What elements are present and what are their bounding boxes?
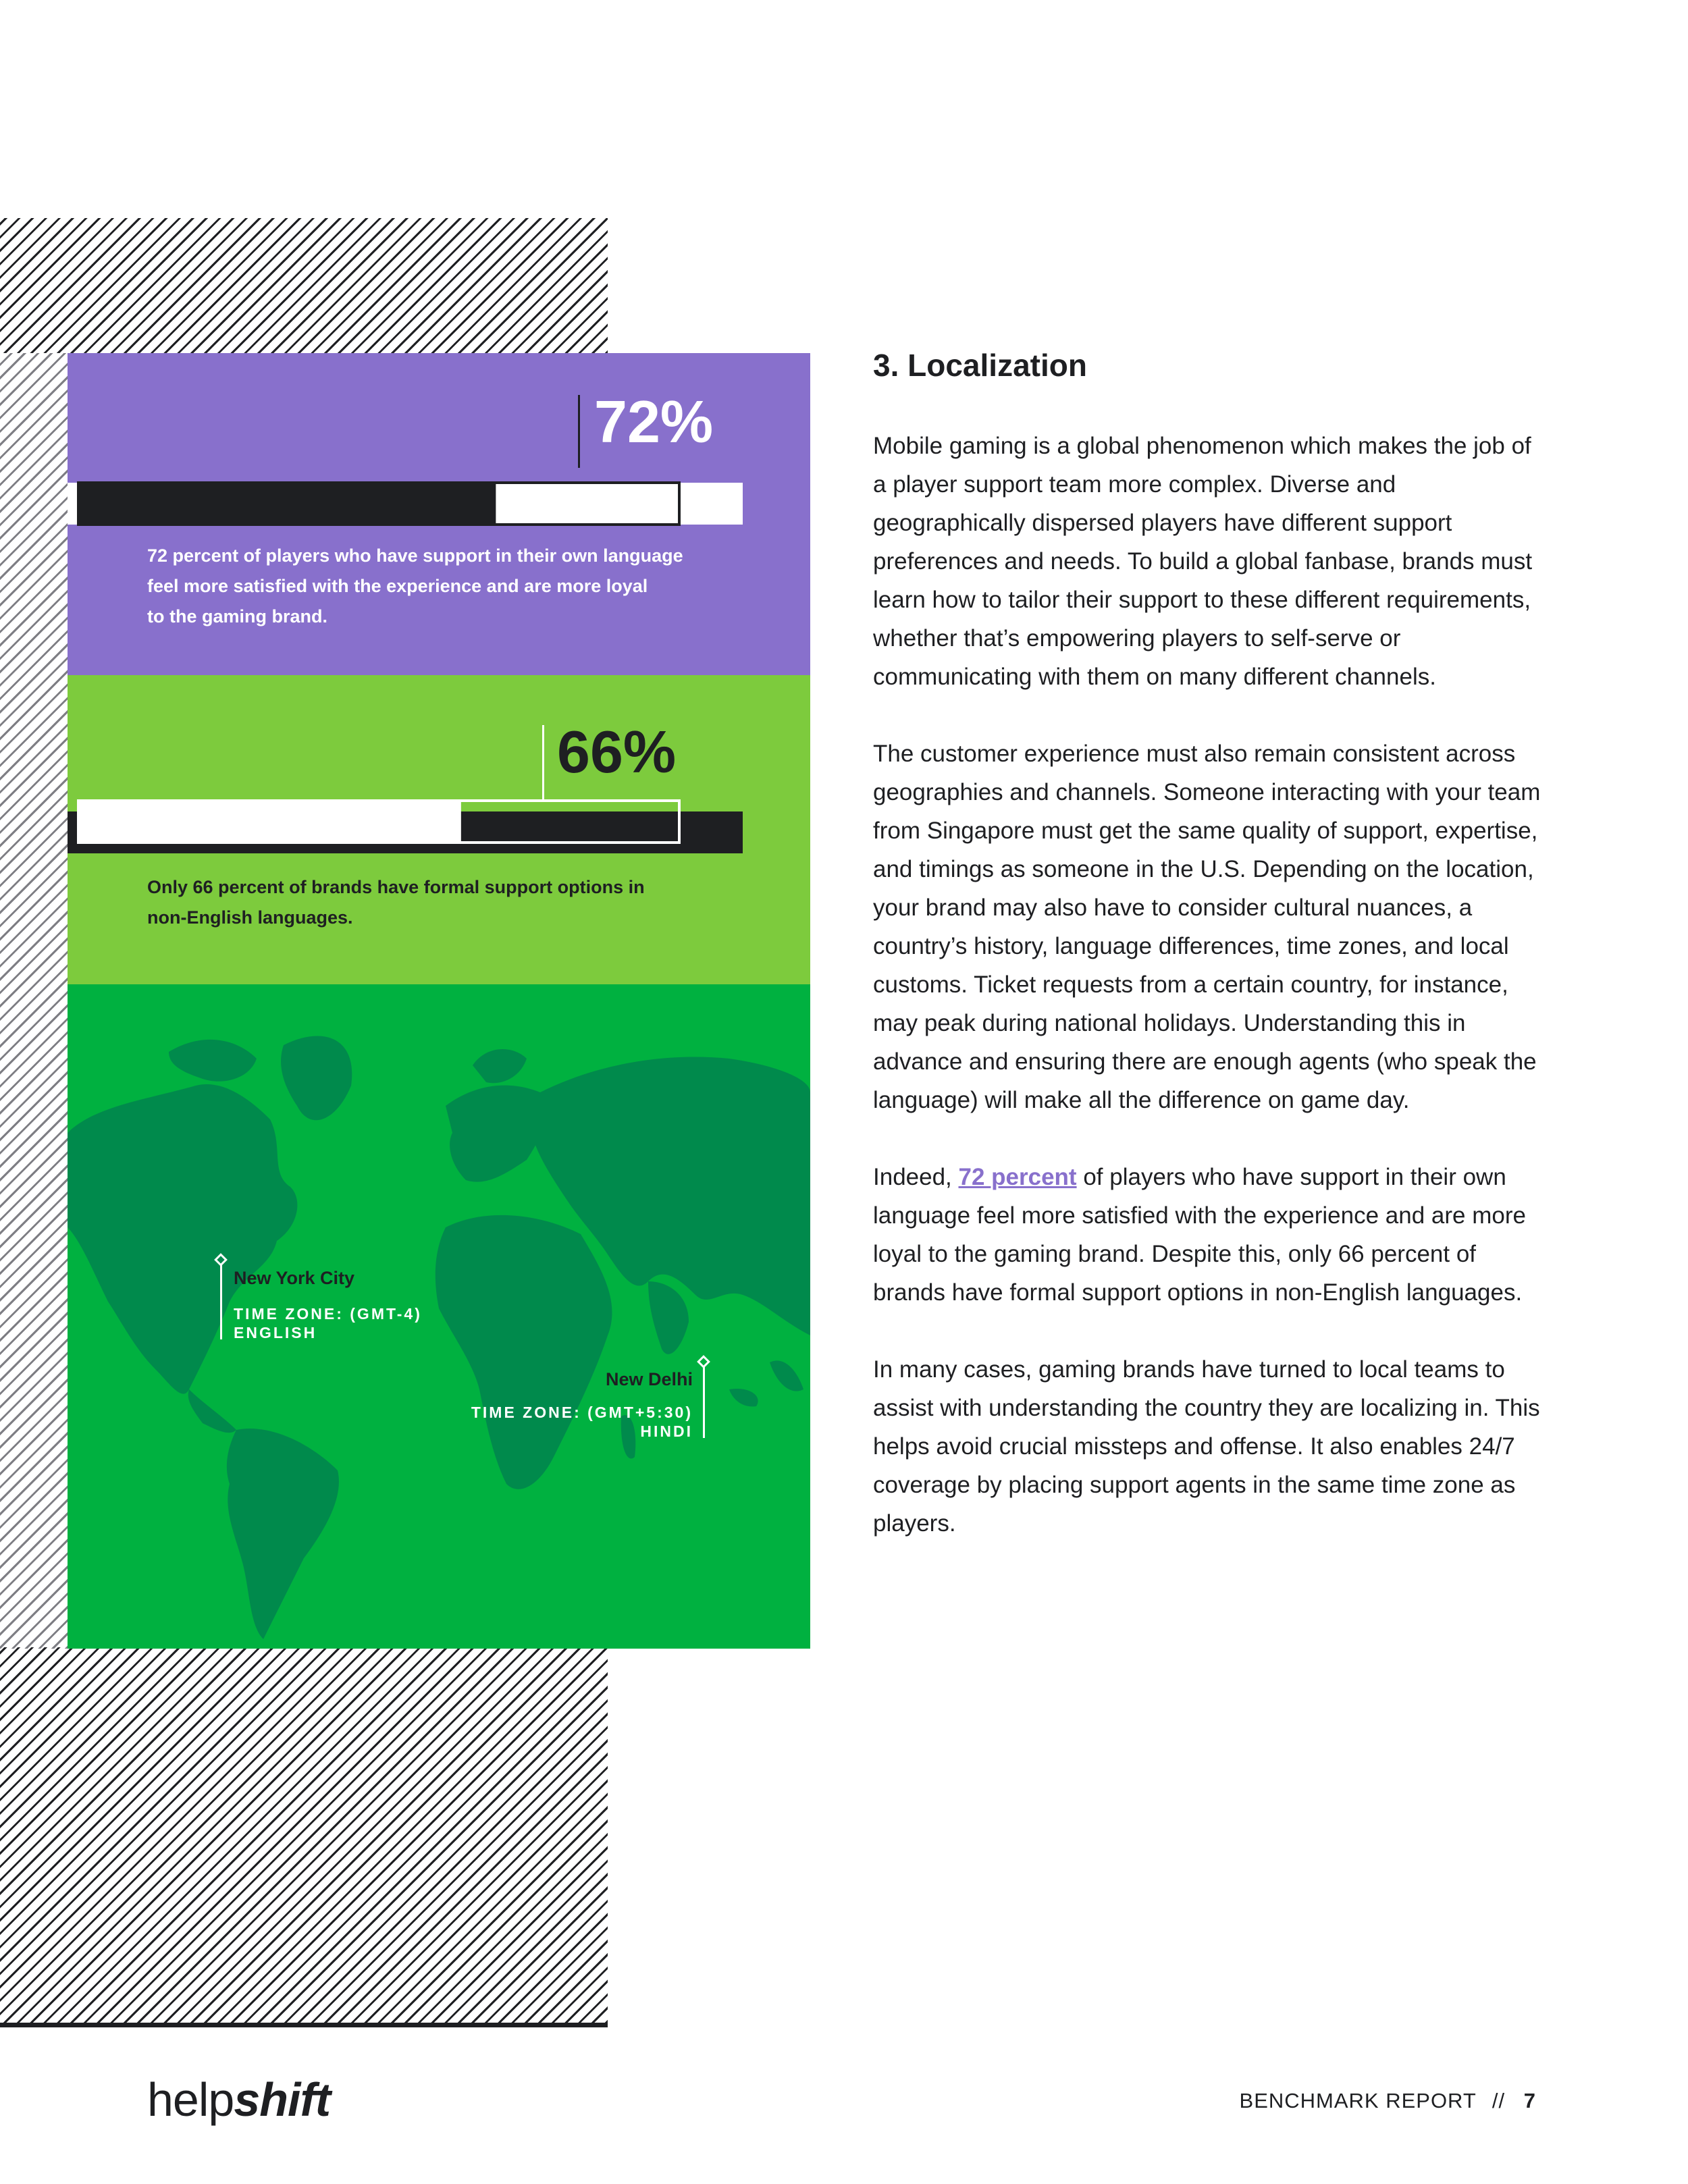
stat-panel-66 <box>68 675 810 984</box>
city-meta-new-delhi: TIME ZONE: (GMT+5:30) HINDI <box>471 1404 693 1440</box>
world-map-panel <box>68 984 810 1649</box>
progress-bar-66 <box>68 797 810 857</box>
helpshift-logo: helpshift <box>147 2073 331 2126</box>
hatch-pattern-top <box>0 218 608 353</box>
bar-fill-66 <box>78 801 461 843</box>
stat-marker-66 <box>542 725 544 799</box>
city-name-new-delhi: New Delhi <box>605 1369 693 1389</box>
progress-bar-72 <box>68 468 810 529</box>
hatch-pattern-bottom <box>0 1647 608 2023</box>
location-line <box>703 1367 705 1438</box>
page-number: 7 <box>1523 2089 1536 2112</box>
paragraph-4: In many cases, gaming brands have turned to local teams to assist with understanding the country they are localizing in. This helps avoid crucial missteps and offense. It also enables 24/7 coverage by placing support agents in the same time zone as players. <box>873 1356 1540 1537</box>
article-body <box>873 427 1548 1581</box>
paragraph-3: Indeed, 72 percent of players who have support in their own language feel more satisfied with the experience and are more loyal to the gaming brand. Despite this, only 66 percent of brands have formal support options in non-English languages. <box>873 1164 1526 1306</box>
world-map-illustration <box>68 984 810 1649</box>
stat-marker-72 <box>578 395 580 468</box>
location-line <box>220 1265 222 1339</box>
section-heading: 3. Localization <box>873 348 1087 383</box>
footer-report-label: BENCHMARK REPORT // 7 <box>1239 2089 1536 2112</box>
stat-value-66: 66% <box>557 718 677 785</box>
bar-fill-72 <box>78 483 496 525</box>
stat-caption-66: Only 66 percent of brands have formal support options in non-English languages. <box>147 877 645 928</box>
paragraph-2: The customer experience must also remain consistent across geographies and channels. Someone interacting with your team from Singapore must get the same quality of support, expertise, and timings as someone in the U.S. Depending on the location, your brand may also have to consider cultural nuances, a country’s history, language differences, time zones, and local customs. Ticket requests from a certain country, for instance, may peak during national holidays. Understanding this in advance and ensuring there are enough agents (who speak the language) will make all the difference on game day. <box>873 741 1541 1113</box>
hatch-pattern-edge <box>0 353 68 1649</box>
stat-value-72: 72% <box>594 388 714 455</box>
stat-caption-72: 72 percent of players who have support in their own language feel more satisfied with the experience and are more loyal to the gaming brand. <box>147 545 683 627</box>
city-name-new-york: New York City <box>234 1268 355 1288</box>
city-meta-new-york: TIME ZONE: (GMT-4) ENGLISH <box>234 1305 422 1341</box>
source-link-72-percent[interactable]: 72 percent <box>958 1164 1077 1190</box>
stat-panel-72 <box>68 353 810 675</box>
footer-rule <box>0 2023 608 2027</box>
paragraph-1: Mobile gaming is a global phenomenon which makes the job of a player support team more complex. Diverse and geographically dispersed players have different support preferences and needs. To build a global fanbase, brands must learn how to tailor their support to these different requirements, whether that’s empowering players to self-serve or communicating with them on many different channels. <box>873 433 1533 690</box>
